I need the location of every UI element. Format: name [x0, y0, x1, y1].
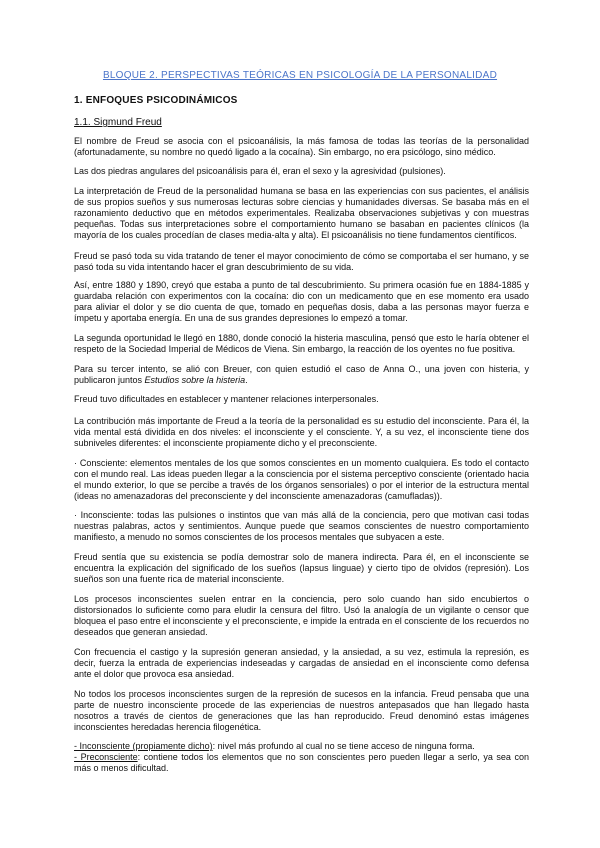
paragraph: Con frecuencia el castigo y la supresión generan ansiedad, y la ansiedad, a su vez, estimula la represión, es decir, fuerza la entrada de experiencias indeseadas y cargadas de ansiedad en el inconsciente como defensa ante el dolor que provoca esa ansiedad. [74, 647, 529, 679]
paragraph-text: . [245, 375, 248, 385]
book-title: Estudios sobre la histeria [144, 375, 246, 385]
subsection-heading: 1.1. Sigmund Freud [74, 117, 162, 128]
paragraph: · Consciente: elementos mentales de los que somos conscientes en un momento cualquiera. Es todo el contacto con el mundo real. Las ideas pueden llegar a la consciencia por el sistema perceptivo consciente (orientado hacia el mundo exterior, lo que se percibe a través de los órganos sensoriales) o por el interior de la estructura mental (ideas no amenazadoras del preconsciente y del inconsciente amenazadoras (camufladas)). [74, 458, 529, 501]
paragraph-text: Para su tercer intento, se alió con Breuer, con quien estudió el caso de Anna O., una joven con histeria, y publicaron juntos [74, 364, 529, 385]
list-term: - Preconsciente [74, 752, 138, 762]
paragraph: El nombre de Freud se asocia con el psicoanálisis, la más famosa de todas las teorías de la personalidad (afortunadamente, su nombre no quedó ligado a la cocaína). Sin embargo, no era psicólogo, sino médico. [74, 136, 529, 157]
paragraph: Los procesos inconscientes suelen entrar en la conciencia, pero solo cuando han sido encubiertos o distorsionados lo suficiente como para eludir la censura del filtro. Usó la analogía de un vigilante o censor que bloquea el paso entre el inconsciente y el preconsciente, e impide la entrada en el consciente de los recuerdos no deseados que generan ansiedad. [74, 594, 529, 637]
paragraph: Las dos piedras angulares del psicoanálisis para él, eran el sexo y la agresividad (pulsiones). [74, 166, 446, 176]
paragraph [74, 364, 529, 386]
paragraph: Freud tuvo dificultades en establecer y mantener relaciones interpersonales. [74, 394, 379, 404]
paragraph: La segunda oportunidad le llegó en 1880, donde conoció la histeria masculina, pensó que esto le haría obtener el respeto de la Sociedad Imperial de Médicos de Viena. Sin embargo, la reacción de los oyentes no fue positiva. [74, 333, 529, 354]
list-term: - Inconsciente (propiamente dicho) [74, 741, 213, 751]
section-heading: 1. ENFOQUES PSICODINÁMICOS [74, 95, 238, 106]
paragraph: La contribución más importante de Freud a la teoría de la personalidad es su estudio del inconsciente. Para él, la vida mental está dividida en dos niveles: el inconsciente y el consciente. Y, a su vez, el inconsciente tiene dos subniveles diferentes: el inconsciente propiamente dicho y el preconsciente. [74, 416, 529, 448]
list-item [74, 752, 529, 774]
list-text: : nivel más profundo al cual no se tiene acceso de ninguna forma. [212, 741, 475, 751]
paragraph: Freud se pasó toda su vida tratando de tener el mayor conocimiento de cómo se comportaba el ser humano, y se pasó toda su vida intentando hacer el gran descubrimiento de su vida. [74, 251, 529, 272]
list-text: : contiene todos los elementos que no son conscientes pero pueden llegar a serlo, ya sea con más o menos dificultad. [74, 752, 529, 773]
paragraph: Freud sentía que su existencia se podía demostrar solo de manera indirecta. Para él, en el inconsciente se encuentra la explicación del significado de los sueños (lapsus linguae) y cierto tipo de olvidos (represión). Los sueños son una fuente rica de material inconsciente. [74, 552, 529, 584]
paragraph: No todos los procesos inconscientes surgen de la represión de sucesos en la infancia. Freud pensaba que una parte de nuestro inconsciente procede de las experiencias de nuestros antepasados que han llegado hasta nosotros a través de cientos de generaciones que las han reproducido. Freud denominó estas imágenes inconscientes heredadas herencia filogenética. [74, 689, 529, 732]
document-title: BLOQUE 2. PERSPECTIVAS TEÓRICAS EN PSICOLOGÍA DE LA PERSONALIDAD [102, 70, 498, 81]
list-item [74, 741, 529, 752]
paragraph: Así, entre 1880 y 1890, creyó que estaba a punto de tal descubrimiento. Su primera ocasión fue en 1884-1885 y guardaba relación con experimentos con la cocaína: dio con un medicamento que en ese momento era usado para aliviar el dolor y se dio cuenta de que, tomado en pequeñas dosis, daba a las personas mayor fuerza e ímpetu y aportaba energía. En una de sus grandes depresiones lo empezó a tomar. [74, 280, 529, 323]
paragraph: La interpretación de Freud de la personalidad humana se basa en las experiencias con sus pacientes, el análisis de sus propios sueños y sus numerosas lecturas sobre ciencias y humanidades diversas. Se basaba más en el razonamiento deductivo que en métodos experimentales. Realizaba observaciones subjetivas y con muestras pequeñas. Todas sus interpretaciones sobre el comportamiento humano se basaban en pacientes clínicos (la mayoría de los cuales procedían de clases media-alta y alta). El psicoanálisis no tiene fundamentos científicos. [74, 186, 529, 240]
paragraph: · Inconsciente: todas las pulsiones o instintos que van más allá de la conciencia, pero que motivan casi todas nuestras palabras, actos y sentimientos. Aunque puede que seamos conscientes de nuestro comportamiento manifiesto, a menudo no somos conscientes de los procesos mentales que subyacen a este. [74, 510, 529, 542]
